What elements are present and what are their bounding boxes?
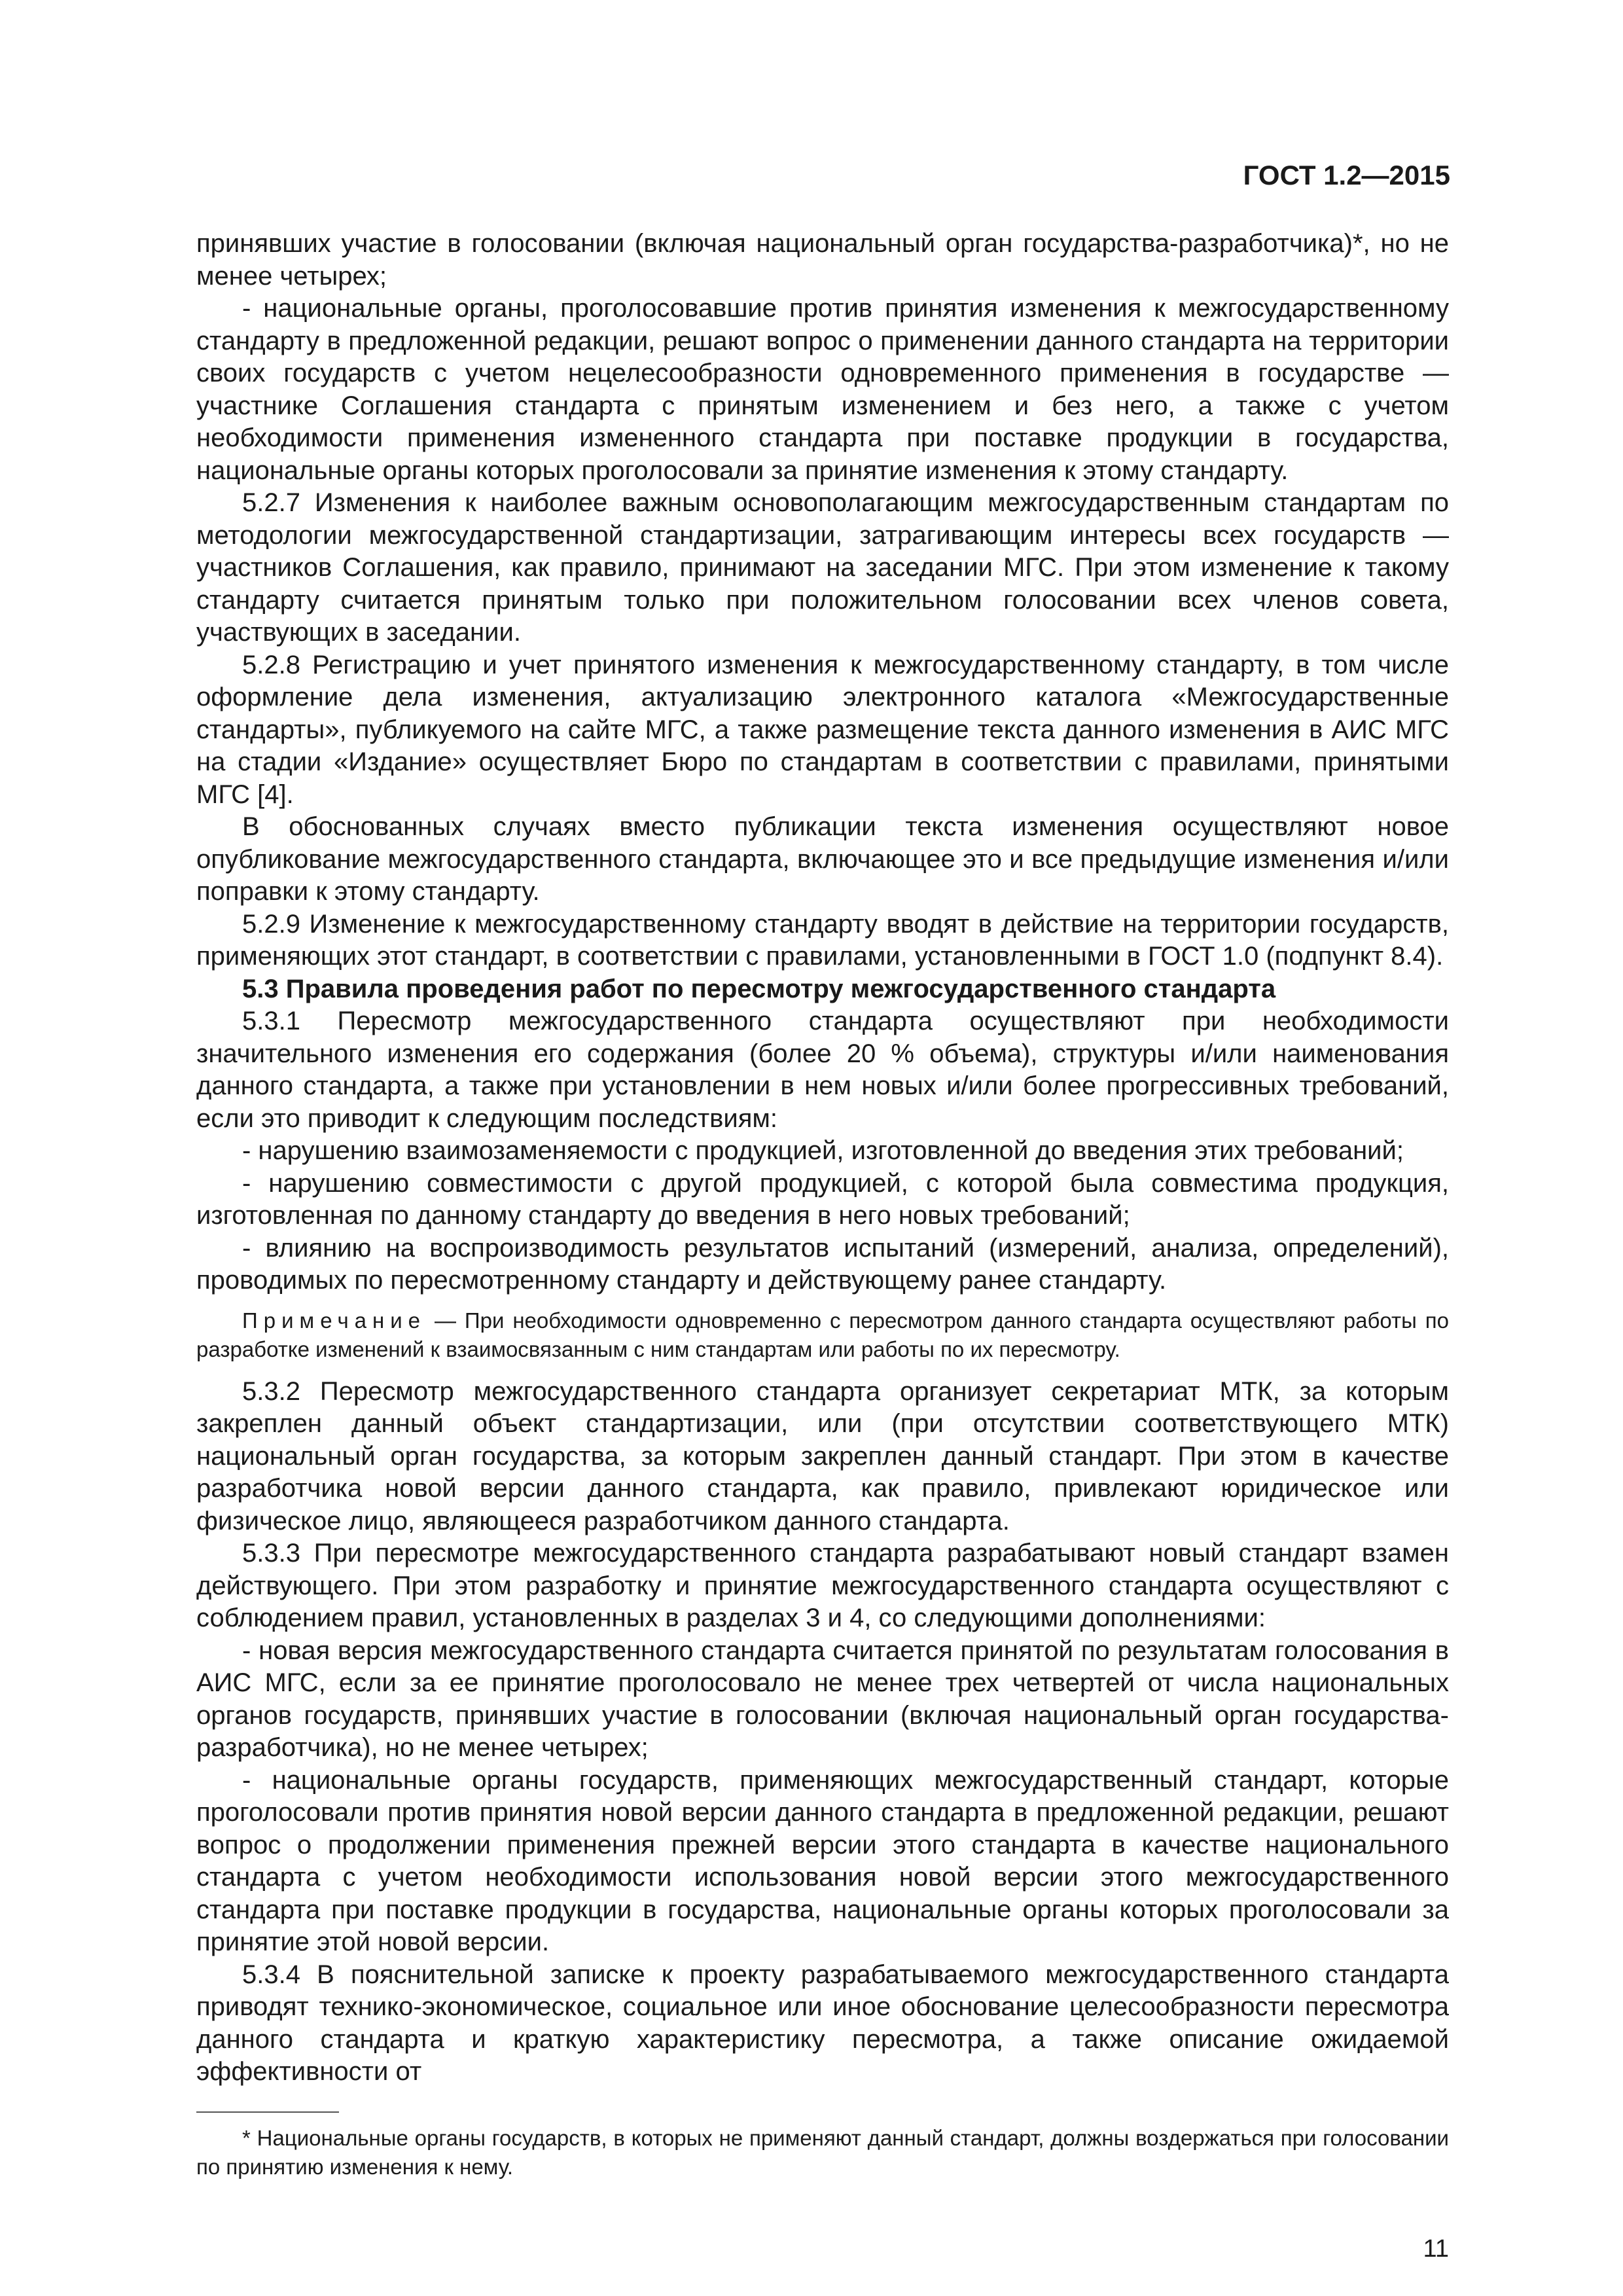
page-number: 11 (1423, 2235, 1449, 2263)
list-item-national-bodies: - национальные органы государств, применяющих межгосударственный стандарт, которые проголосовали против принятия новой версии данного стандарта в предложенной редакции, решают вопрос о продолжении применения прежней версии этого стандарта в качестве национального стандарта с учетом необходимости использования новой версии этого межгосударственного стандарта при поставке продукции в государства, национальные органы которых проголосовали за принятие этой новой версии. (196, 1765, 1449, 1956)
paragraph-5-3-1: 5.3.1 Пересмотр межгосударственного стандарта осуществляют при необходимости значительного изменения его содержания (более 20 % объема), структуры и/или наименования данного стандарта, а также при установлении в нем новых и/или более прогрессивных требований, если это приводит к следующим последствиям: (196, 1007, 1449, 1133)
list-item-compatibility: - нарушению совместимости с другой продукцией, с которой была совместима продукция, изготовленная по данному стандарту до введения в него новых требований; (196, 1168, 1449, 1230)
document-body (196, 228, 1449, 2089)
note (196, 1306, 1449, 1364)
paragraph-5-3-2: 5.3.2 Пересмотр межгосударственного стандарта организует секретариат МТК, за которым закреплен данный объект стандартизации, или (при отсутствии соответствующего МТК) национальный орган государства, за которым закреплен данный стандарт. При этом в качестве разработчика новой версии данного стандарта, как правило, привлекают юридическое или физическое лицо, являющееся разработчиком данного стандарта. (196, 1376, 1449, 1535)
paragraph-5-2-9: 5.2.9 Изменение к межгосударственному стандарту вводят в действие на территории государств, применяющих этот стандарт, в соответствии с правилами, установленными в ГОСТ 1.0 (подпункт 8.4). (196, 909, 1449, 971)
paragraph-5-3-3: 5.3.3 При пересмотре межгосударственного стандарта разрабатывают новый стандарт взамен действующего. При этом разработку и принятие межгосударственного стандарта осуществляют с соблюдением правил, установленных в разделах 3 и 4, со следующими дополнениями: (196, 1539, 1449, 1632)
document-header: ГОСТ 1.2—2015 (1243, 160, 1450, 190)
paragraph-list-item: - национальные органы, проголосовавшие против принятия изменения к межгосударственному стандарту в предложенной редакции, решают вопрос о применении данного стандарта на территории своих государств с учетом нецелесообразности одновременного применения в государстве — участнике Соглашения стандарта с принятым изменением и без него, а также с учетом необходимости применения измененного стандарта при поставке продукции в государства, национальные органы которых проголосовали за принятие изменения к этому стандарту. (196, 294, 1449, 485)
note-lead: Примечание (242, 1308, 427, 1333)
footnote-divider (196, 2111, 339, 2113)
list-item-reproducibility: - влиянию на воспроизводимость результатов испытаний (измерений, анализа, определений), проводимых по пересмотренному стандарту и действующему ранее стандарту. (196, 1233, 1449, 1295)
list-item-new-version: - новая версия межгосударственного стандарта считается принятой по результатам голосования в АИС МГС, если за ее принятие проголосовало не менее трех четвертей от числа национальных органов государств, принявших участие в голосовании (включая национальный орган государства-разработчика), но не менее четырех; (196, 1636, 1449, 1762)
footnote: * Национальные органы государств, в которых не применяют данный стандарт, должны воздержаться при голосовании по принятию изменения к нему. (196, 2126, 1449, 2179)
paragraph-justified-cases: В обоснованных случаях вместо публикации текста изменения осуществляют новое опубликование межгосударственного стандарта, включающее это и все предыдущие изменения и/или поправки к этому стандарту. (196, 812, 1449, 906)
paragraph-5-3-4: 5.3.4 В пояснительной записке к проекту разрабатываемого межгосударственного стандарта приводят технико-экономическое, социальное или иное обоснование целесообразности пересмотра данного стандарта и краткую характеристику пересмотра, а также описание ожидаемой эффективности от (196, 1960, 1449, 2086)
section-heading-5-3: 5.3 Правила проведения работ по пересмотру межгосударственного стандарта (242, 974, 1276, 1003)
note-text: — При необходимости одновременно с пересмотром данного стандарта осуществляют работы по разработке изменений к взаимосвязанным с ним стандартам или работы по их пересмотру. (196, 1308, 1449, 1361)
paragraph-continuation: принявших участие в голосовании (включая национальный орган государства-разработчика)*, но не менее четырех; (196, 229, 1449, 291)
paragraph-5-2-7: 5.2.7 Изменения к наиболее важным основополагающим межгосударственным стандартам по методологии межгосударственной стандартизации, затрагивающим интересы всех государств — участников Соглашения, как правило, принимают на заседании МГС. При этом изменение к такому стандарту считается принятым только при положительном голосовании всех членов совета, участвующих в заседании. (196, 488, 1449, 647)
paragraph-5-2-8: 5.2.8 Регистрацию и учет принятого изменения к межгосударственному стандарту, в том числе оформление дела изменения, актуализацию электронного каталога «Межгосударственные стандарты», публикуемого на сайте МГС, а также размещение текста данного изменения в АИС МГС на стадии «Издание» осуществляет Бюро по стандартам в соответствии с правилами, принятыми МГС [4]. (196, 650, 1449, 809)
list-item-interchangeability: - нарушению взаимозаменяемости с продукцией, изготовленной до введения этих требований; (242, 1136, 1404, 1165)
